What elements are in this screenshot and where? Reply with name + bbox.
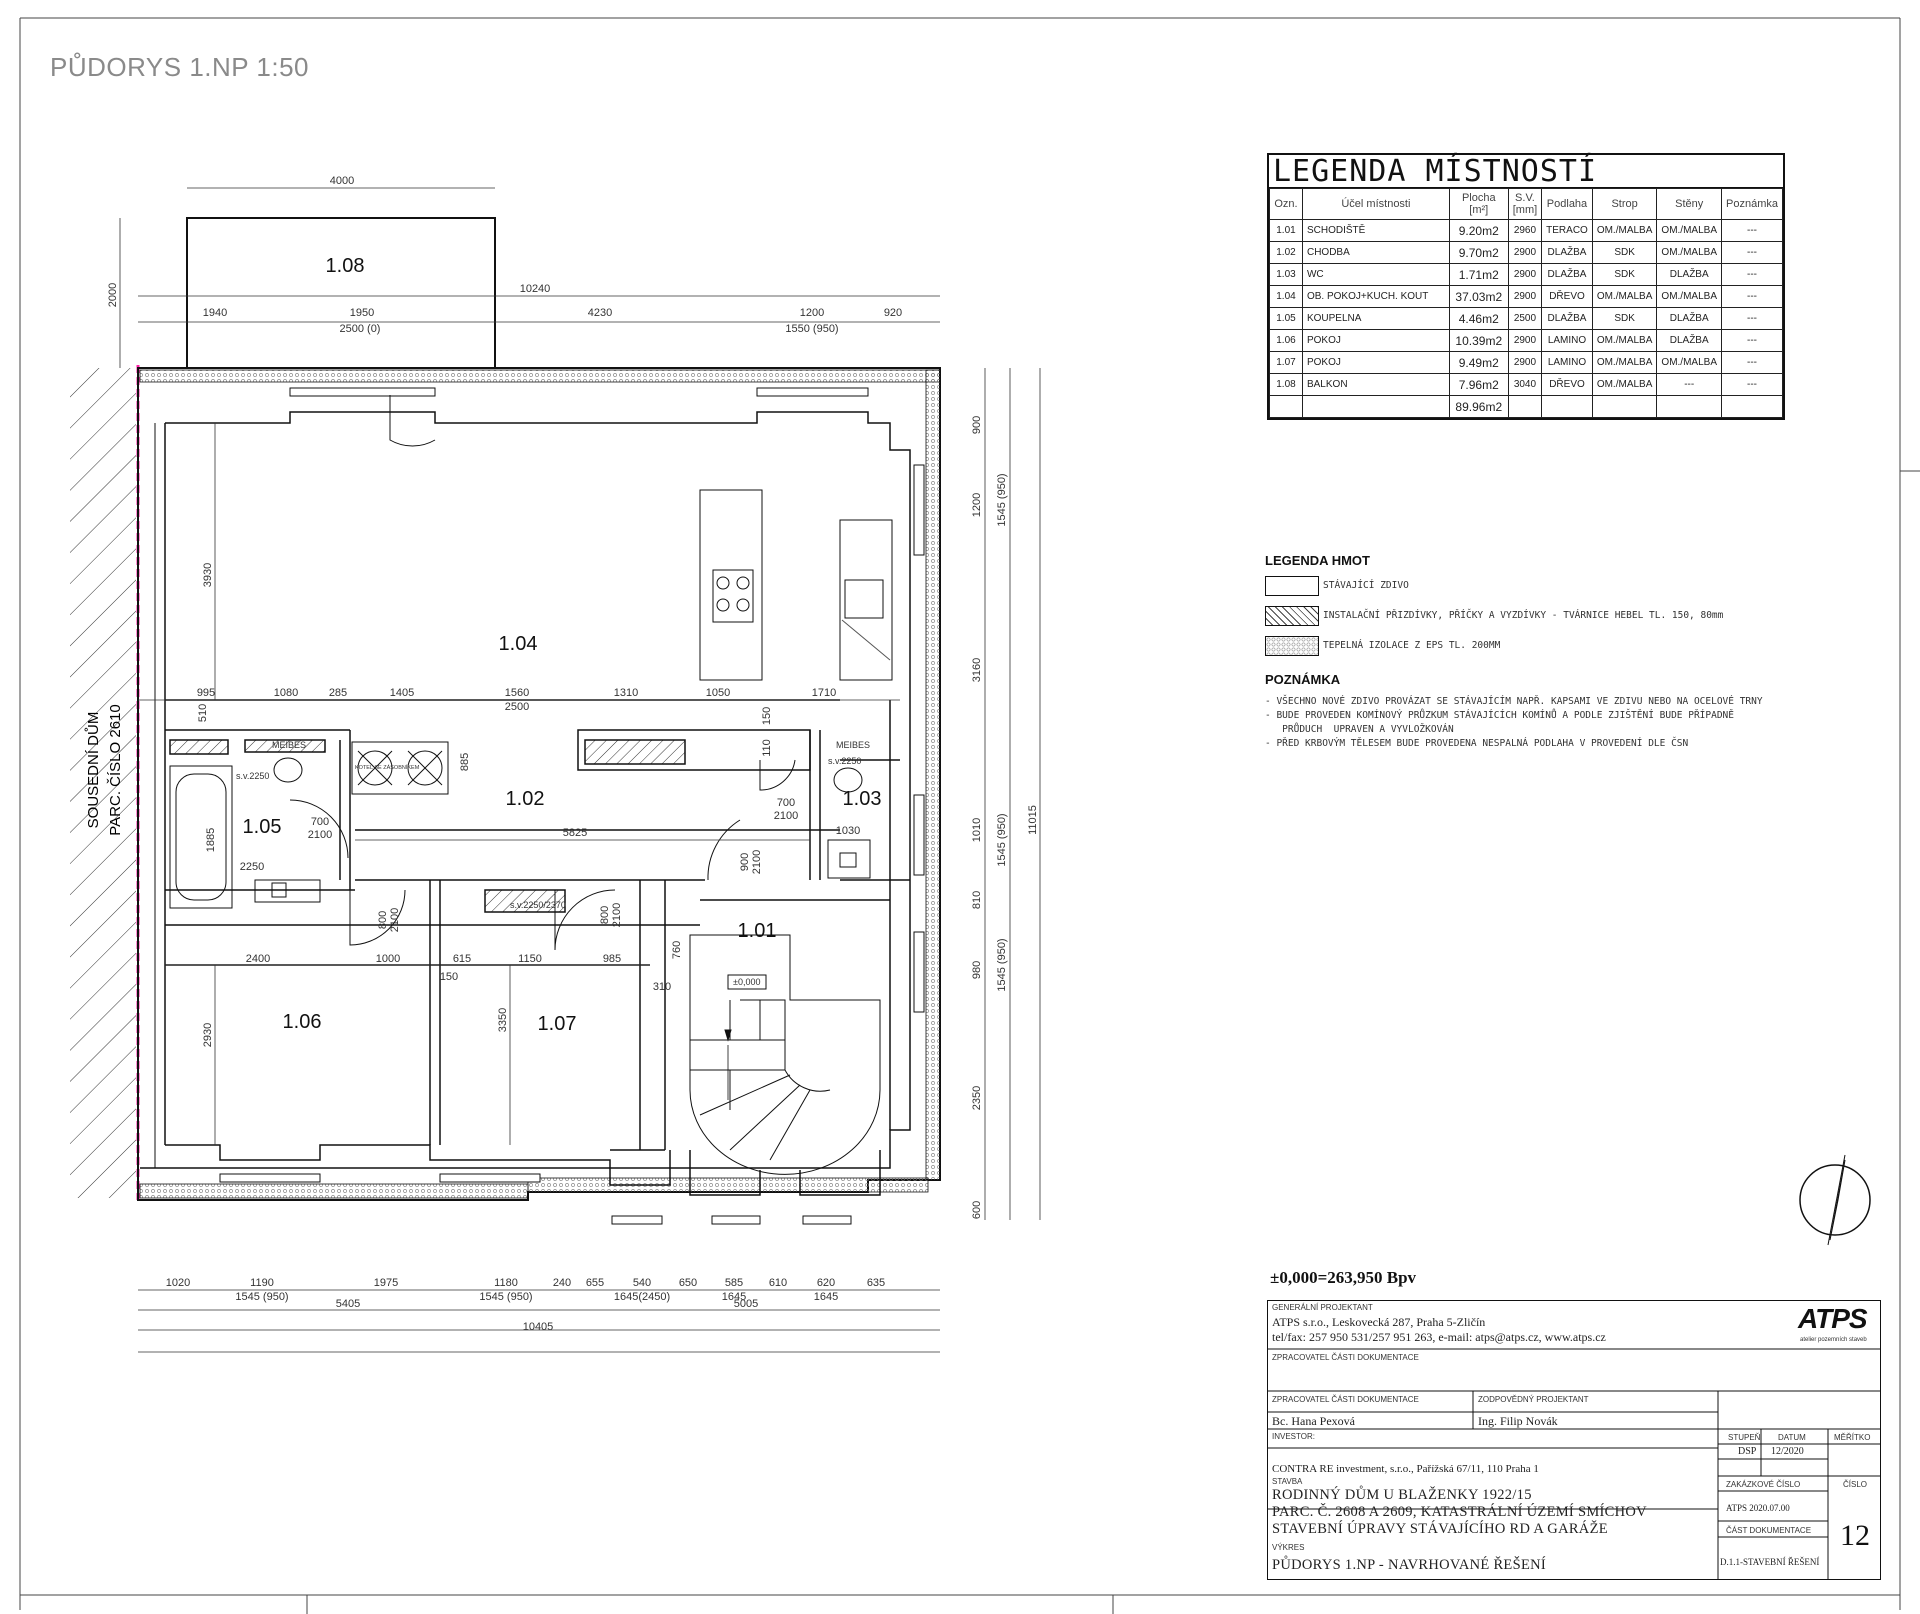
- dim-right-9: 1545 (950): [996, 938, 1008, 992]
- dim-bottom-9: 585: [724, 1277, 744, 1289]
- mass-legend-label: STÁVAJÍCÍ ZDIVO: [1323, 580, 1409, 591]
- cislo: 12: [1840, 1519, 1870, 1552]
- room-legend-cell: 1.08: [1270, 374, 1303, 396]
- door-dim-3a: 900: [739, 852, 751, 872]
- room-legend-cell: 9.20m2: [1449, 220, 1508, 242]
- dim-bottom-2: 1190: [250, 1277, 274, 1289]
- room-legend-cell: 4.46m2: [1449, 308, 1508, 330]
- dim-inner-13: 1030: [835, 825, 861, 837]
- dim-top-4: 1200: [799, 307, 825, 319]
- room-legend-cell: OM./MALBA: [1657, 220, 1722, 242]
- room-legend-cell: 9.49m2: [1449, 352, 1508, 374]
- atps-logo-sub: atelier pozemních staveb: [1800, 1337, 1867, 1343]
- room-legend-cell: 1.02: [1270, 242, 1303, 264]
- room-legend-cell: 7.96m2: [1449, 374, 1508, 396]
- dim-bottom-sub-1: 1545 (950): [235, 1291, 289, 1303]
- investor: CONTRA RE investment, s.r.o., Pařížská 67/11, 110 Praha 1: [1272, 1463, 1539, 1475]
- door-dim-5a: 800: [599, 905, 611, 925]
- dim-right-5: 1010: [971, 817, 983, 843]
- dim-mid-1: 995: [196, 687, 216, 699]
- neighbor-label-2: PARC. ČÍSLO 2610: [107, 704, 124, 836]
- stavba-line2: PARC. Č. 2608 A 2609, KATASTRÁLNÍ ÚZEMÍ SMÍCHOV: [1272, 1504, 1647, 1520]
- col-header: Stěny: [1657, 189, 1722, 220]
- room-legend-cell: 2500: [1508, 308, 1541, 330]
- mass-legend-item: [1265, 606, 1785, 628]
- dim-inner-12: 310: [652, 981, 672, 993]
- col-header: Ozn.: [1270, 189, 1303, 220]
- mass-legend: [1265, 553, 1785, 666]
- door-dim-2b: 2100: [773, 810, 799, 822]
- dim-bottom-8: 650: [678, 1277, 698, 1289]
- room-legend-cell: OM./MALBA: [1592, 220, 1657, 242]
- room-legend-cell: SDK: [1592, 308, 1657, 330]
- dim-mid-4: 1405: [389, 687, 415, 699]
- dim-bottom-11: 620: [816, 1277, 836, 1289]
- room-legend-cell: CHODBA: [1302, 242, 1449, 264]
- room-legend-cell: OM./MALBA: [1592, 374, 1657, 396]
- atps-logo: ATPS: [1798, 1303, 1867, 1334]
- dim-lower-2: 1000: [375, 953, 401, 965]
- sv-label-2: s.v.2250: [828, 756, 862, 766]
- dim-mid-sub: 2500: [504, 701, 530, 713]
- door-dim-1b: 2100: [307, 829, 333, 841]
- door-dim-5b: 2100: [611, 902, 623, 928]
- room-legend: [1267, 153, 1785, 420]
- room-legend-cell: 1.06: [1270, 330, 1303, 352]
- level-label: ±0,000: [733, 977, 761, 987]
- dim-bottom-sub-3: 1645(2450): [613, 1291, 671, 1303]
- room-legend-cell: OM./MALBA: [1592, 286, 1657, 308]
- room-legend-cell: KOUPELNA: [1302, 308, 1449, 330]
- dim-inner-7: 885: [459, 752, 471, 772]
- room-legend-cell: SDK: [1592, 264, 1657, 286]
- dim-right-total: 11015: [1027, 805, 1039, 835]
- notes-title: POZNÁMKA: [1265, 672, 1341, 687]
- stupen: DSP: [1738, 1446, 1757, 1457]
- room-legend-cell: ---: [1722, 264, 1783, 286]
- door-dim-4a: 800: [377, 910, 389, 930]
- mass-legend-item: [1265, 636, 1785, 658]
- cast: D.1.1-STAVEBNÍ ŘEŠENÍ: [1720, 1557, 1820, 1567]
- dim-inner-6: 510: [197, 703, 209, 723]
- room-legend-cell: DLAŽBA: [1542, 264, 1593, 286]
- resp-name: Ing. Filip Novák: [1478, 1414, 1558, 1428]
- hebel-hatch-swatch: [1265, 606, 1319, 626]
- doors: [290, 395, 795, 950]
- investor-label: INVESTOR:: [1272, 1432, 1315, 1441]
- room-legend-row: [1270, 308, 1783, 330]
- room-legend-cell: POKOJ: [1302, 330, 1449, 352]
- room-label-1-08: 1.08: [325, 255, 365, 277]
- room-legend-cell: SCHODIŠTĚ: [1302, 220, 1449, 242]
- room-legend-cell: SDK: [1592, 242, 1657, 264]
- room-legend-cell: 2960: [1508, 220, 1541, 242]
- room-label-1-07: 1.07: [537, 1013, 577, 1035]
- dim-balcony-depth: 2000: [107, 282, 119, 308]
- meibes-label-1: MEIBES: [272, 740, 307, 750]
- room-legend-cell: 2900: [1508, 242, 1541, 264]
- stavba-line3: STAVEBNÍ ÚPRAVY STÁVAJÍCÍHO RD A GARÁŽE: [1272, 1521, 1608, 1537]
- col-header: Podlaha: [1542, 189, 1593, 220]
- vykres: PŮDORYS 1.NP - NAVRHOVANÉ ŘEŠENÍ: [1272, 1557, 1546, 1573]
- vykres-label: VÝKRES: [1272, 1543, 1305, 1552]
- dim-balcony-width: 4000: [329, 175, 355, 187]
- room-legend-cell: 3040: [1508, 374, 1541, 396]
- room-legend-row: [1270, 374, 1783, 396]
- staircase: [690, 935, 880, 1174]
- dim-top-3: 4230: [587, 307, 613, 319]
- col-header: Strop: [1592, 189, 1657, 220]
- room-legend-cell: DLAŽBA: [1657, 264, 1722, 286]
- room-legend-cell: WC: [1302, 264, 1449, 286]
- dim-inner-10: 150: [439, 971, 459, 983]
- zak: ATPS 2020.07.00: [1726, 1503, 1790, 1513]
- room-legend-cell: ---: [1657, 374, 1722, 396]
- room-legend-cell: 37.03m2: [1449, 286, 1508, 308]
- dim-bottom-total-2: 10405: [522, 1321, 554, 1333]
- neighbor-hatch: [70, 368, 136, 1198]
- door-dim-1a: 700: [310, 816, 330, 828]
- room-legend-cell: DŘEVO: [1542, 286, 1593, 308]
- dim-bottom-4: 1180: [494, 1277, 518, 1289]
- room-legend-cell: 2900: [1508, 352, 1541, 374]
- cislo-label: ČÍSLO: [1843, 1480, 1868, 1489]
- sheet-title: PŮDORYS 1.NP 1:50: [50, 52, 309, 82]
- room-legend-cell: 1.71m2: [1449, 264, 1508, 286]
- kitchen: [700, 490, 892, 680]
- dim-lower-1: 2400: [245, 953, 271, 965]
- room-legend-table: [1269, 188, 1783, 418]
- dim-right-11: 600: [971, 1200, 983, 1220]
- proc-name: Bc. Hana Pexová: [1272, 1414, 1355, 1428]
- room-legend-cell: 1.01: [1270, 220, 1303, 242]
- room-legend-cell: ---: [1722, 374, 1783, 396]
- dim-mid-6: 1310: [613, 687, 639, 699]
- stavba-label: STAVBA: [1272, 1477, 1303, 1486]
- room-legend-cell: DLAŽBA: [1657, 308, 1722, 330]
- datum-label: DATUM: [1778, 1433, 1806, 1442]
- room-legend-header: [1270, 189, 1783, 220]
- dim-right-1: 900: [971, 415, 983, 435]
- dim-bottom-total-1: 5405: [335, 1298, 361, 1310]
- note-line: PRŮDUCH UPRAVEN A VYVLOŽKOVÁN: [1265, 724, 1454, 735]
- dim-inner-4: 1885: [205, 827, 217, 853]
- room-legend-row: [1270, 264, 1783, 286]
- room-legend-cell: ---: [1722, 220, 1783, 242]
- room-label-1-06: 1.06: [282, 1011, 322, 1033]
- proc-label-1: ZPRACOVATEL ČÁSTI DOKUMENTACE: [1272, 1353, 1419, 1362]
- plan-annotations: [236, 740, 870, 987]
- dim-top-2: 1950: [349, 307, 375, 319]
- room-legend-cell: 1.03: [1270, 264, 1303, 286]
- dim-top-1: 1940: [202, 307, 228, 319]
- boiler-label: KOTEL SE ZÁSOBNÍKEM: [355, 765, 420, 771]
- room-legend-cell: 1.07: [1270, 352, 1303, 374]
- room-legend-row: [1270, 242, 1783, 264]
- zak-label: ZAKÁZKOVÉ ČÍSLO: [1726, 1480, 1801, 1489]
- dim-inner-9: 150: [761, 706, 773, 726]
- proc-label-2: ZPRACOVATEL ČÁSTI DOKUMENTACE: [1272, 1395, 1419, 1404]
- sv-label-3: s.v.2250/2370: [510, 900, 566, 910]
- dim-inner-3: 3350: [497, 1007, 509, 1033]
- col-header: Účel místnosti: [1302, 189, 1449, 220]
- room-legend-cell: ---: [1722, 286, 1783, 308]
- dim-bottom-sub-2: 1545 (950): [479, 1291, 533, 1303]
- dim-overall-top: 10240: [519, 283, 551, 295]
- mass-legend-label: INSTALAČNÍ PŘIZDÍVKY, PŘÍČKY A VYZDÍVKY - TVÁRNICE HEBEL TL. 150, 80mm: [1323, 610, 1724, 621]
- mass-legend-title: LEGENDA HMOT: [1265, 553, 1370, 568]
- dim-bottom-6: 655: [585, 1277, 605, 1289]
- room-legend-cell: POKOJ: [1302, 352, 1449, 374]
- meibes-label-2: MEIBES: [836, 740, 871, 750]
- room-legend-row: [1270, 352, 1783, 374]
- room-legend-cell: OM./MALBA: [1592, 352, 1657, 374]
- gp-line2: tel/fax: 257 950 531/257 951 263, e-mail: atps@atps.cz, www.atps.cz: [1272, 1330, 1606, 1344]
- room-legend-cell: LAMINO: [1542, 352, 1593, 374]
- room-legend-row: [1270, 330, 1783, 352]
- notes: [1265, 672, 1785, 751]
- dim-right-10: 2350: [971, 1085, 983, 1111]
- dim-bottom-sub-4: 1645: [721, 1291, 747, 1303]
- stavba-line1: RODINNÝ DŮM U BLAŽENKY 1922/15: [1272, 1487, 1532, 1503]
- dim-mid-7: 1050: [705, 687, 731, 699]
- room-legend-cell: 10.39m2: [1449, 330, 1508, 352]
- col-header: Poznámka: [1722, 189, 1783, 220]
- dim-inner-11: 760: [671, 940, 683, 960]
- dim-right-2: 1200: [971, 492, 983, 518]
- sv-label-1: s.v.2250: [236, 771, 270, 781]
- note-line: - BUDE PROVEDEN KOMÍNOVÝ PRŮZKUM STÁVAJÍCÍCH KOMÍNŮ A PODLE ZJIŠTĚNÍ BUDE PŘÍPADNĚ: [1265, 710, 1734, 721]
- room-legend-cell: OM./MALBA: [1657, 242, 1722, 264]
- room-legend-row: [1270, 286, 1783, 308]
- dim-bottom-1: 1020: [165, 1277, 191, 1289]
- dim-top-sub-1: 2500 (0): [339, 323, 381, 335]
- dim-bottom-7: 540: [632, 1277, 652, 1289]
- dim-bottom-sub-5: 1645: [813, 1291, 839, 1303]
- meritko-label: MĚŘÍTKO: [1834, 1433, 1871, 1442]
- dim-bottom-10: 610: [768, 1277, 788, 1289]
- dim-mid-2: 1080: [273, 687, 299, 699]
- dim-mid-3: 285: [328, 687, 348, 699]
- room-legend-row: [1270, 220, 1783, 242]
- dim-mid-8: 1710: [811, 687, 837, 699]
- room-legend-cell: OM./MALBA: [1657, 286, 1722, 308]
- cast-label: ČÁST DOKUMENTACE: [1726, 1526, 1812, 1535]
- dim-bottom-3: 1975: [373, 1277, 399, 1289]
- dim-inner-5: 2250: [239, 861, 265, 873]
- dim-inner-1: 3930: [202, 562, 214, 588]
- dim-bottom-total-1b: 5005: [733, 1298, 759, 1310]
- datum-label: ±0,000=263,950 Bpv: [1270, 1268, 1417, 1287]
- room-label-1-01: 1.01: [737, 920, 777, 942]
- note-line: - PŘED KRBOVÝM TĚLESEM BUDE PROVEDENA NESPALNÁ PODLAHA V PROVEDENÍ DLE ČSN: [1265, 738, 1689, 749]
- dim-inner-8: 110: [761, 739, 773, 757]
- dim-lower-4: 1150: [518, 953, 542, 965]
- neighbor-label-1: SOUSEDNÍ DŮM: [85, 711, 102, 829]
- col-header: Plocha [m²]: [1449, 189, 1508, 220]
- windows: [220, 388, 924, 1224]
- north-arrow-icon: [1800, 1155, 1870, 1245]
- room-legend-cell: 1.05: [1270, 308, 1303, 330]
- room-legend-cell: ---: [1722, 330, 1783, 352]
- resp-label: ZODPOVĚDNÝ PROJEKTANT: [1478, 1395, 1589, 1404]
- room-legend-cell: ---: [1722, 352, 1783, 374]
- room-legend-total-row: [1270, 396, 1783, 418]
- dim-bottom-5: 240: [552, 1277, 572, 1289]
- mass-legend-label: TEPELNÁ IZOLACE Z EPS TL. 200MM: [1323, 640, 1501, 651]
- dim-top-sub-2: 1550 (950): [785, 323, 839, 335]
- dim-right-7: 810: [971, 890, 983, 910]
- stupen-label: STUPEŇ: [1728, 1433, 1761, 1442]
- note-line: - VŠECHNO NOVÉ ZDIVO PROVÁZAT SE STÁVAJÍCÍM NAPŘ. KAPSAMI VE ZDIVU NEBO NA OCELOVÉ TRNY: [1265, 696, 1763, 707]
- room-legend-cell: OB. POKOJ+KUCH. KOUT: [1302, 286, 1449, 308]
- dim-right-8: 980: [971, 960, 983, 980]
- interior-walls: [165, 700, 910, 1195]
- dim-right-4: 3160: [971, 657, 983, 683]
- col-header: S.V. [mm]: [1508, 189, 1541, 220]
- room-legend-cell: OM./MALBA: [1592, 330, 1657, 352]
- room-label-1-03: 1.03: [842, 788, 882, 810]
- room-legend-title: LEGENDA MÍSTNOSTÍ: [1269, 155, 1783, 188]
- title-block: [1267, 1300, 1881, 1580]
- room-legend-cell: DLAŽBA: [1542, 308, 1593, 330]
- room-label-1-05: 1.05: [242, 816, 282, 838]
- room-legend-cell: OM./MALBA: [1657, 352, 1722, 374]
- room-label-1-04: 1.04: [498, 633, 538, 655]
- room-legend-cell: 1.04: [1270, 286, 1303, 308]
- dim-inner-2: 2930: [202, 1022, 214, 1048]
- room-legend-cell: ---: [1722, 308, 1783, 330]
- dim-top-5: 920: [883, 307, 903, 319]
- room-legend-cell: 2900: [1508, 286, 1541, 308]
- room-legend-cell: DLAŽBA: [1542, 242, 1593, 264]
- dim-bottom-12: 635: [866, 1277, 886, 1289]
- door-dim-3b: 2100: [751, 849, 763, 875]
- dim-right-6: 1545 (950): [996, 813, 1008, 867]
- room-label-1-02: 1.02: [505, 788, 545, 810]
- mass-legend-item: [1265, 576, 1785, 598]
- room-legend-cell: ---: [1722, 242, 1783, 264]
- door-dim-4b: 2100: [389, 907, 401, 933]
- room-legend-cell: TERACO: [1542, 220, 1593, 242]
- total-area: 89.96m2: [1449, 396, 1508, 418]
- existing-masonry-swatch: [1265, 576, 1319, 596]
- room-legend-cell: 2900: [1508, 264, 1541, 286]
- room-legend-cell: 9.70m2: [1449, 242, 1508, 264]
- room-legend-cell: 2900: [1508, 330, 1541, 352]
- room-legend-cell: LAMINO: [1542, 330, 1593, 352]
- door-dim-2a: 700: [776, 797, 796, 809]
- dim-lower-5: 985: [602, 953, 622, 965]
- room-legend-cell: DŘEVO: [1542, 374, 1593, 396]
- dim-lower-3: 615: [452, 953, 472, 965]
- dim-corridor: 5825: [562, 827, 588, 839]
- room-legend-cell: BALKON: [1302, 374, 1449, 396]
- balcony-outline: [187, 218, 495, 368]
- gp-line1: ATPS s.r.o., Leskovecká 287, Praha 5-Zličín: [1272, 1315, 1486, 1329]
- room-legend-cell: DLAŽBA: [1657, 330, 1722, 352]
- dim-right-3: 1545 (950): [996, 473, 1008, 527]
- eps-dots-swatch: [1265, 636, 1319, 656]
- gp-label: GENERÁLNÍ PROJEKTANT: [1272, 1303, 1373, 1312]
- datum: 12/2020: [1771, 1446, 1804, 1457]
- dim-mid-5: 1560: [504, 687, 530, 699]
